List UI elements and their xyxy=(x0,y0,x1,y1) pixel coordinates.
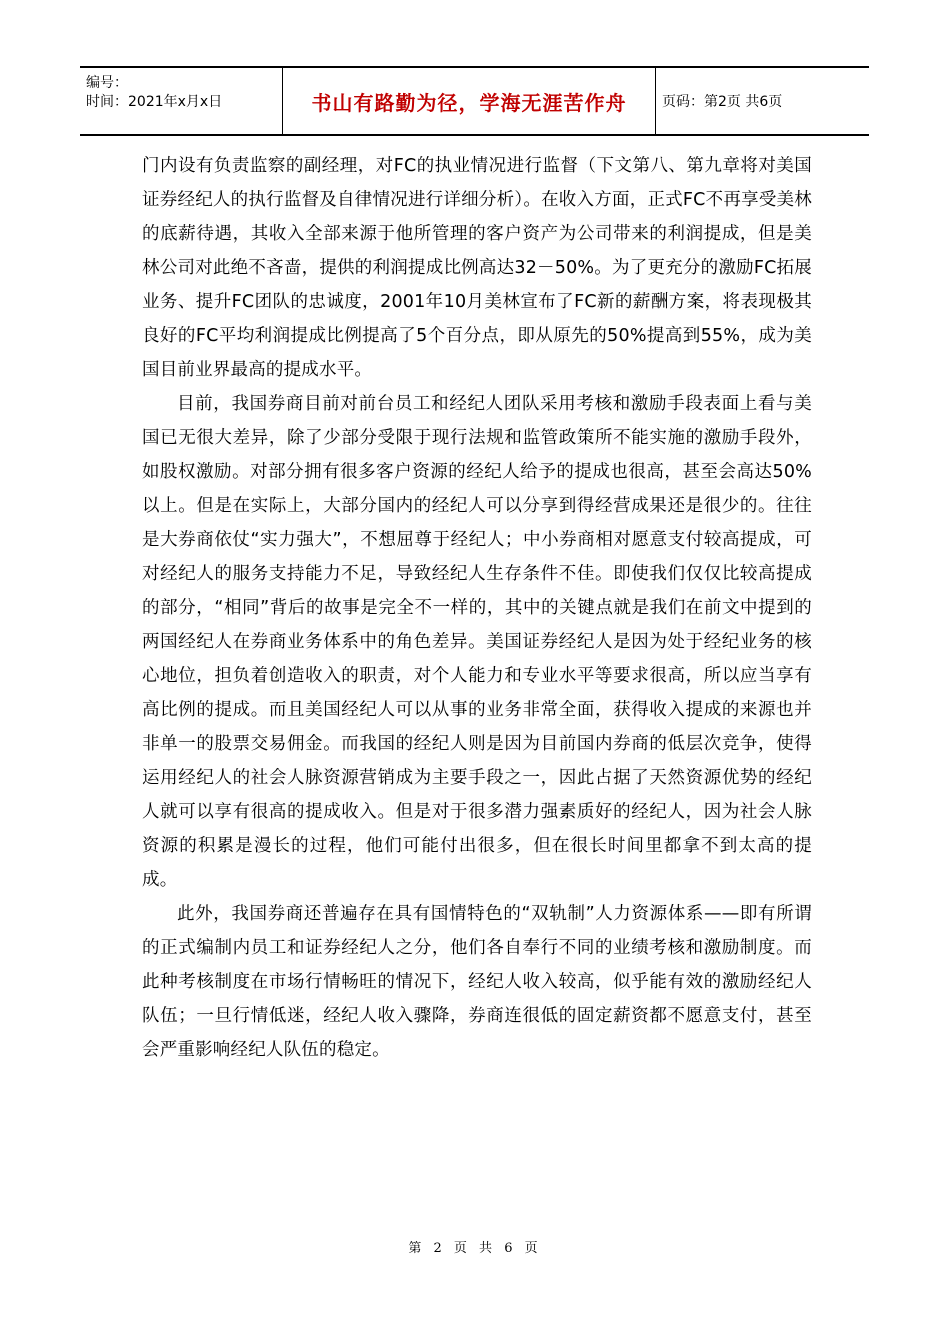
paragraph-1: 门内设有负责监察的副经理，对FC的执业情况进行监督（下文第八、第九章将对美国证券经纪人的执行监督及自律情况进行详细分析）。在收入方面，正式FC不再享受美林的底薪待遇，其收入全部来源于他所管理的客户资产为公司带来的利润提成，但是美林公司对此绝不吝啬，提供的利润提成比例高达32－50%。为了更充分的激励FC拓展业务、提升FC团队的忠诚度，2001年10月美林宣布了FC新的薪酬方案，将表现极其良好的FC平均利润提成比例提高了5个百分点，即从原先的50%提高到55%，成为美国目前业界最高的提成水平。 xyxy=(142,156,812,380)
header-page-code: 页码：第2页 共6页 xyxy=(662,94,783,110)
page-footer: 第 2 页 共 6 页 xyxy=(408,1241,542,1256)
header-motto: 书山有路勤为径，学海无涯苦作舟 xyxy=(283,68,656,134)
page-header xyxy=(80,66,869,136)
document-body xyxy=(142,149,812,1067)
paragraph-2: 目前，我国券商目前对前台员工和经纪人团队采用考核和激励手段表面上看与美国已无很大差异，除了少部分受限于现行法规和监管政策所不能实施的激励手段外，如股权激励。对部分拥有很多客户资源的经纪人给予的提成也很高，甚至会高达50%以上。但是在实际上，大部分国内的经纪人可以分享到得经营成果还是很少的。往往是大券商依仗“实力强大”，不想屈尊于经纪人；中小券商相对愿意支付较高提成，可对经纪人的服务支持能力不足，导致经纪人生存条件不佳。即使我们仅仅比较高提成的部分，“相同”背后的故事是完全不一样的，其中的关键点就是我们在前文中提到的两国经纪人在券商业务体系中的角色差异。美国证券经纪人是因为处于经纪业务的核心地位，担负着创造收入的职责，对个人能力和专业水平等要求很高，所以应当享有高比例的提成。而且美国经纪人可以从事的业务非常全面，获得收入提成的来源也并非单一的股票交易佣金。而我国的经纪人则是因为目前国内券商的低层次竞争，使得运用经纪人的社会人脉资源营销成为主要手段之一，因此占据了天然资源优势的经纪人就可以享有很高的提成收入。但是对于很多潜力强素质好的经纪人，因为社会人脉资源的积累是漫长的过程，他们可能付出很多，但在很长时间里都拿不到太高的提成。 xyxy=(142,394,812,890)
header-meta-cell xyxy=(80,68,283,134)
paragraph-3: 此外，我国券商还普遍存在具有国情特色的“双轨制”人力资源体系——即有所谓的正式编制内员工和证券经纪人之分，他们各自奉行不同的业绩考核和激励制度。而此种考核制度在市场行情畅旺的情况下，经纪人收入较高，似乎能有效的激励经纪人队伍；一旦行情低迷，经纪人收入骤降，券商连很低的固定薪资都不愿意支付，甚至会严重影响经纪人队伍的稳定。 xyxy=(142,904,812,1060)
doc-time-label: 时间：2021年x月x日 xyxy=(86,94,223,110)
doc-number-label: 编号： xyxy=(86,75,128,91)
